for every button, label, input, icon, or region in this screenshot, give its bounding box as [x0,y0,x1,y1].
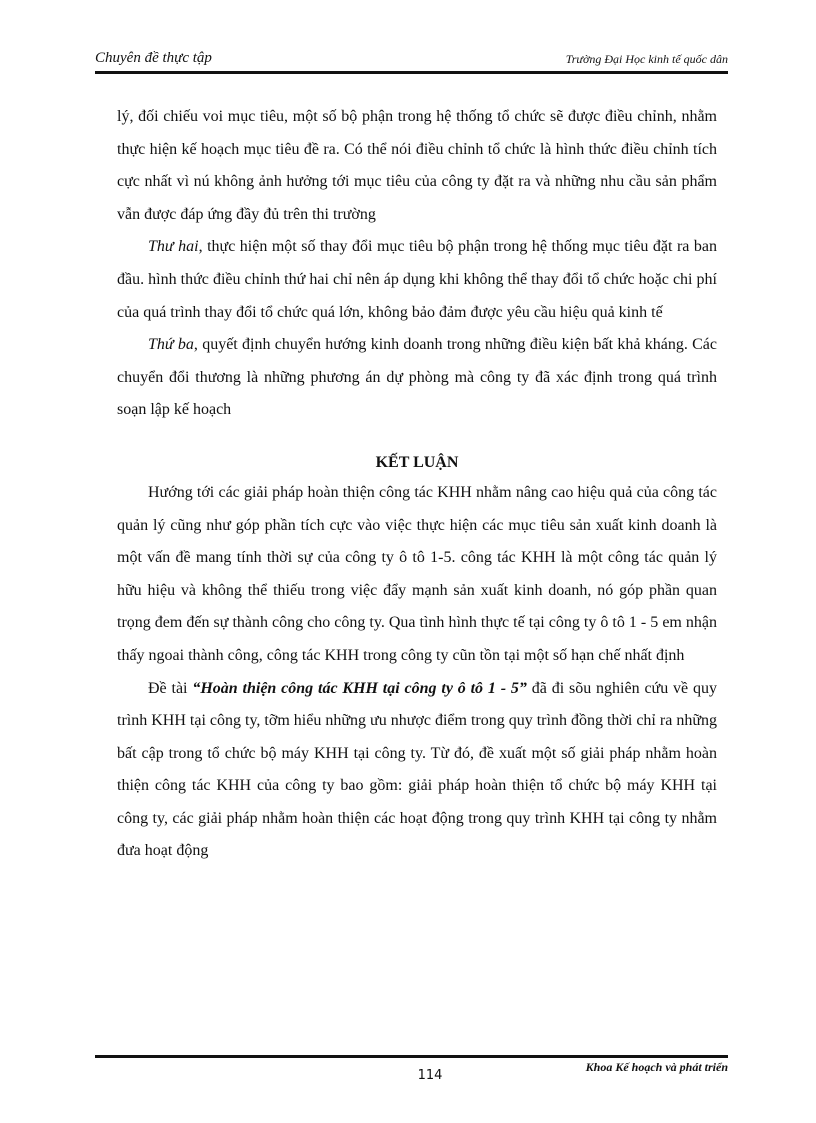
paragraph-topic [117,673,717,869]
paragraph-continuation: lý, đối chiếu voi mục tiêu, một số bộ phận trong hệ thống tổ chức sẽ được điều chỉnh, nhằm thực hiện kế hoạch mục tiêu đề ra. Có thể nói điều chỉnh tổ chức là hình thức điều chỉnh tích cực nhất vì nú không ảnh hưởng tới mục tiêu của công ty đặt ra và những nhu cầu sản phẩm vẫn được đáp ứng đầy đủ trên thi trường [117,108,717,223]
header-rule [95,71,728,74]
paragraph-lead-third: Thứ ba [148,336,194,354]
paragraph-topic-rest: đã đi sõu nghiên cứu về quy trình KHH tại công ty, tỡm hiểu những ưu nhược điểm trong quy trình đồng thời chỉ ra những bất cập trong tổ chức bộ máy KHH tại công ty. Từ đó, đề xuất một số giải pháp nhằm hoàn thiện công tác KHH của công ty bao gồm: giải pháp hoàn thiện tổ chức bộ máy KHH tại công ty, các giải pháp nhằm hoàn thiện các hoạt động trong quy trình KHH tại công ty nhằm đưa hoạt động [117,679,717,860]
paragraph-text-third: , quyết định chuyển hướng kinh doanh trong những điều kiện bất khả kháng. Các chuyển đổi thương là những phương án dự phòng mà công ty đã xác định trong quá trình soạn lập kế hoạch [117,336,718,419]
document-body [117,101,717,868]
page-header [95,48,728,70]
paragraph-lead-second: Thư hai [148,238,199,256]
topic-title: “Hoàn thiện công tác KHH tại công ty ô tô 1 - 5” [192,679,527,697]
paragraph-conclusion: Hướng tới các giải pháp hoàn thiện công tác KHH nhằm nâng cao hiệu quả của công tác quản lý cũng như góp phần tích cực vào việc thực hiện các mục tiêu sản xuất kinh doanh là một vấn đề mang tính thời sự của công ty ô tô 1-5. công tác KHH là một công tác quản lý hữu hiệu và không thể thiếu trong việc đẩy mạnh sản xuất kinh doanh, nó góp phần quan trọng đem đến sự thành công cho công ty. Qua tình hình thực tế tại công ty ô tô 1 - 5 em nhận thấy ngoai thành công, công tác KHH trong công ty cũn tồn tại một số hạn chế nhất định [117,483,717,664]
page-number: 114 [417,1068,443,1083]
paragraph-second-option [117,231,717,329]
header-left-text: Chuyên đề thực tập [95,50,212,66]
paragraph-topic-start: Đề tài [148,679,193,697]
section-heading: KẾT LUẬN [375,453,459,471]
footer-right-text: Khoa Kế hoạch và phát triển [585,1060,728,1074]
header-right-text: Trường Đại Học kinh tế quốc dân [565,52,728,66]
paragraph-third-option [117,329,717,427]
paragraph-text-second: , thực hiện một số thay đổi mục tiêu bộ phận trong hệ thống mục tiêu đặt ra ban đầu. hình thức điều chỉnh thứ hai chỉ nên áp dụng khi không thể thay đổi tổ chức hoặc chi phí của quá trình thay đổi tổ chức quá lớn, không bảo đảm được yêu cầu hiệu quả kinh tế [117,238,718,321]
footer-rule [95,1055,728,1058]
